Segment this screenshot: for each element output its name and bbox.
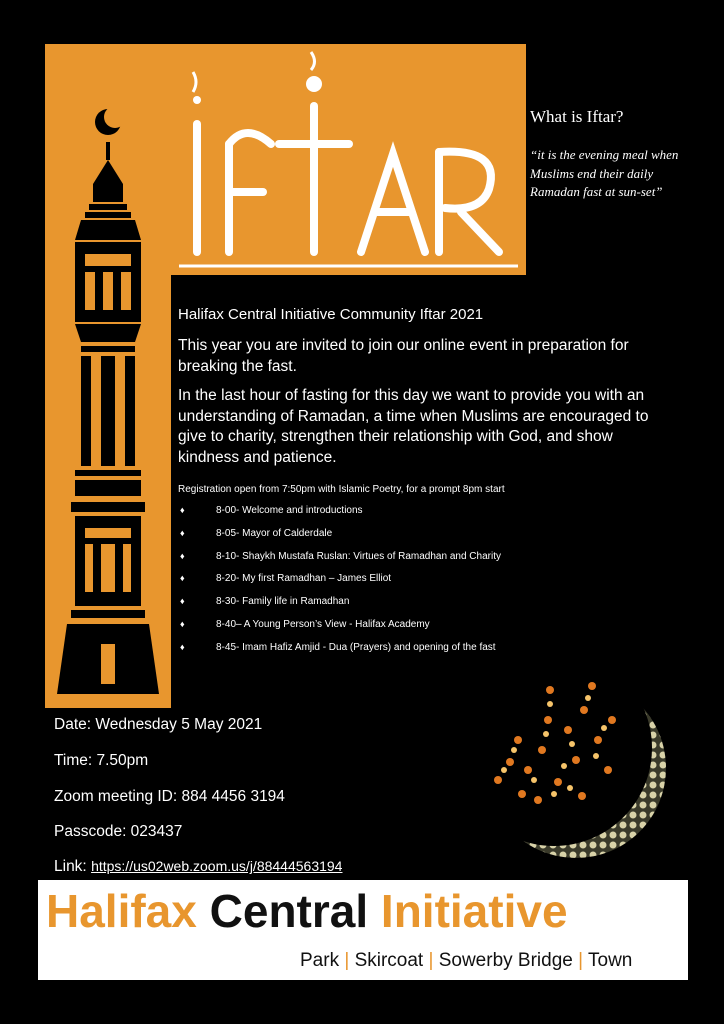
footer-separator: | [428,950,434,971]
zoom-meeting-id: Zoom meeting ID: 884 4456 3194 [54,788,285,805]
event-time: Time: 7.50pm [54,752,149,769]
what-is-iftar-heading: What is Iftar? [530,107,624,126]
invitation-paragraph: This year you are invited to join our online event in preparation for breaking the fast. [178,337,629,375]
link-label: Link: [54,858,92,875]
crescent-moon-lanterns-icon [458,670,682,860]
registration-note: Registration open from 7:50pm with Islamic Poetry, for a prompt 8pm start [178,484,505,495]
footer-area-item: Town [588,950,633,971]
diamond-bullet-icon: ♦ [180,641,185,652]
event-date: Date: Wednesday 5 May 2021 [54,716,263,733]
schedule-item-text: 8-10- Shaykh Mustafa Ruslan: Virtues of Ramadhan and Charity [216,550,501,562]
footer-separator: | [578,950,584,971]
schedule-list [178,505,598,665]
zoom-link[interactable]: https://us02web.zoom.us/j/88444563194 [91,858,343,874]
footer-area-item: Skircoat [354,950,424,971]
schedule-item [178,596,598,619]
schedule-item-text: 8-20- My first Ramadhan – James Elliot [216,573,392,585]
diamond-bullet-icon: ♦ [180,527,185,538]
schedule-item [178,505,598,528]
footer-separator: | [344,950,350,971]
halifax-central-initiative-footer-logo [38,880,688,980]
schedule-item-text: 8-45- Imam Hafiz Amjid - Dua (Prayers) and opening of the fast [216,641,496,653]
schedule-item [178,642,598,665]
footer-area-item: Sowerby Bridge [438,950,573,971]
iftar-lettering-logo [171,44,526,275]
schedule-item [178,551,598,574]
footer-title-c: C [209,885,243,937]
zoom-link-row [54,858,342,876]
schedule-item [178,573,598,596]
schedule-item-text: 8-00- Welcome and introductions [216,505,363,516]
schedule-item-text: 8-30- Family life in Ramadhan [216,596,350,608]
footer-title-part1: Halifax [46,885,210,937]
zoom-passcode: Passcode: 023437 [54,823,183,840]
diamond-bullet-icon: ♦ [180,550,185,561]
schedule-item-text: 8-40– A Young Person’s View - Halifax Academy [216,618,430,630]
footer-title [46,884,568,938]
diamond-bullet-icon: ♦ [180,596,185,607]
iftar-definition-quote: “it is the evening meal when Muslims end their daily Ramadan fast at sun-set” [530,147,679,199]
iftar-logo [171,44,526,275]
diamond-bullet-icon: ♦ [180,573,185,584]
diamond-bullet-icon: ♦ [180,618,185,629]
minaret-banner [45,44,171,708]
schedule-item [178,619,598,642]
footer-area-item: Park [300,950,340,971]
ramadan-description-paragraph: In the last hour of fasting for this day we want to provide you with an understanding of Ramadan, a time when Muslims are encouraged to give to charity, strengthen their relationship with God, and show kindness and patience. [178,387,649,466]
footer-areas [300,950,632,972]
minaret-icon [45,44,171,708]
footer-title-part2-dark: entral [242,885,369,937]
schedule-item-text: 8-05- Mayor of Calderdale [216,527,333,539]
footer-title-part2-orange: Initiative [368,885,568,937]
event-title: Halifax Central Initiative Community Iftar 2021 [178,306,484,323]
schedule-item [178,528,598,551]
diamond-bullet-icon: ♦ [180,505,185,515]
